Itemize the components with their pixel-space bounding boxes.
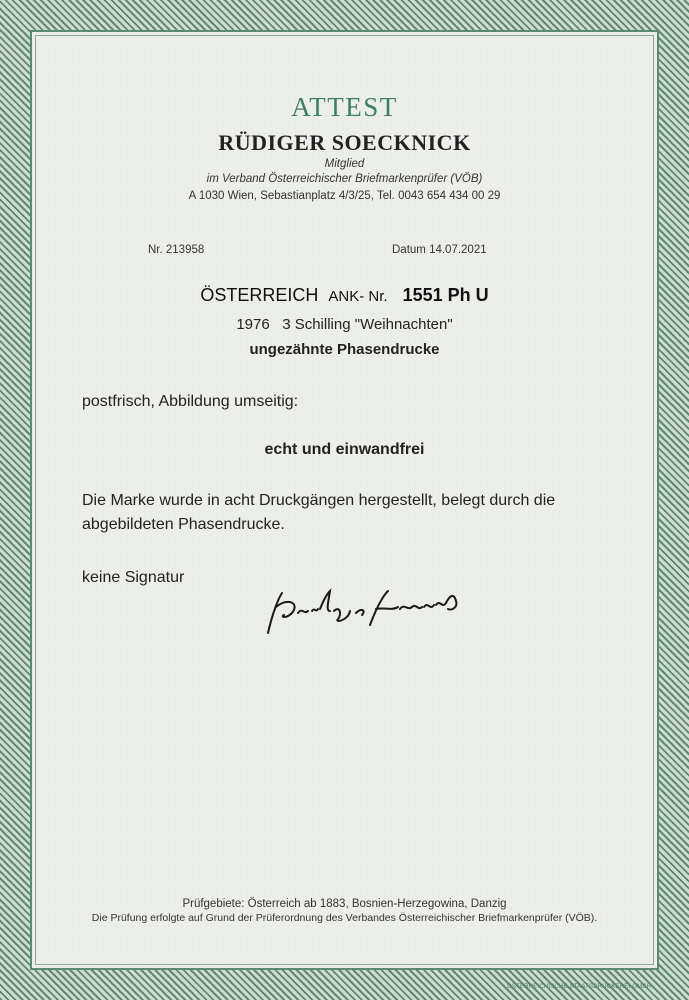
certificate-number: Nr. 213958 (148, 244, 205, 256)
association-name: im Verband Österreichischer Briefmarkenprüfer (VÖB) (206, 173, 483, 185)
verdict-text: echt und einwandfrei (264, 441, 425, 458)
stamp-variant-line: ungezähnte Phasendrucke (249, 341, 440, 358)
legal-notice: Die Prüfung erfolgte auf Grund der Prüferordnung des Verbandes Österreichischer Briefmarkenprüfer (VÖB). (91, 912, 598, 924)
examiner-name: RÜDIGER SOECKNICK (218, 130, 471, 155)
membership-label: Mitglied (324, 158, 365, 170)
country: ÖSTERREICH (200, 285, 319, 305)
description-text: Die Marke wurde in acht Druckgängen hergestellt, belegt durch die abgebildeten Phasendrucke. (82, 492, 556, 533)
signature-note: keine Signatur (82, 569, 185, 586)
examiner-address: A 1030 Wien, Sebastianplatz 4/3/25, Tel. 0043 654 434 00 29 (188, 190, 501, 202)
ank-number: 1551 Ph U (402, 285, 489, 305)
stamp-catalog-line (0, 285, 689, 306)
certificate-date: Datum 14.07.2021 (392, 244, 487, 256)
condition-text: postfrisch, Abbildung umseitig: (82, 393, 299, 410)
handwritten-signature (258, 585, 468, 640)
stamp-issue-line: 1976 3 Schilling "Weihnachten" (236, 316, 453, 333)
certificate-title: ATTEST (291, 92, 398, 122)
ank-label: ANK- Nr. (328, 288, 388, 305)
examination-areas: Prüfgebiete: Österreich ab 1883, Bosnien-Herzegowina, Danzig (182, 898, 507, 910)
printer-seal-text: ÖSTERREICHISCHE STAATSDRUCKEREI GMBH (507, 984, 651, 990)
